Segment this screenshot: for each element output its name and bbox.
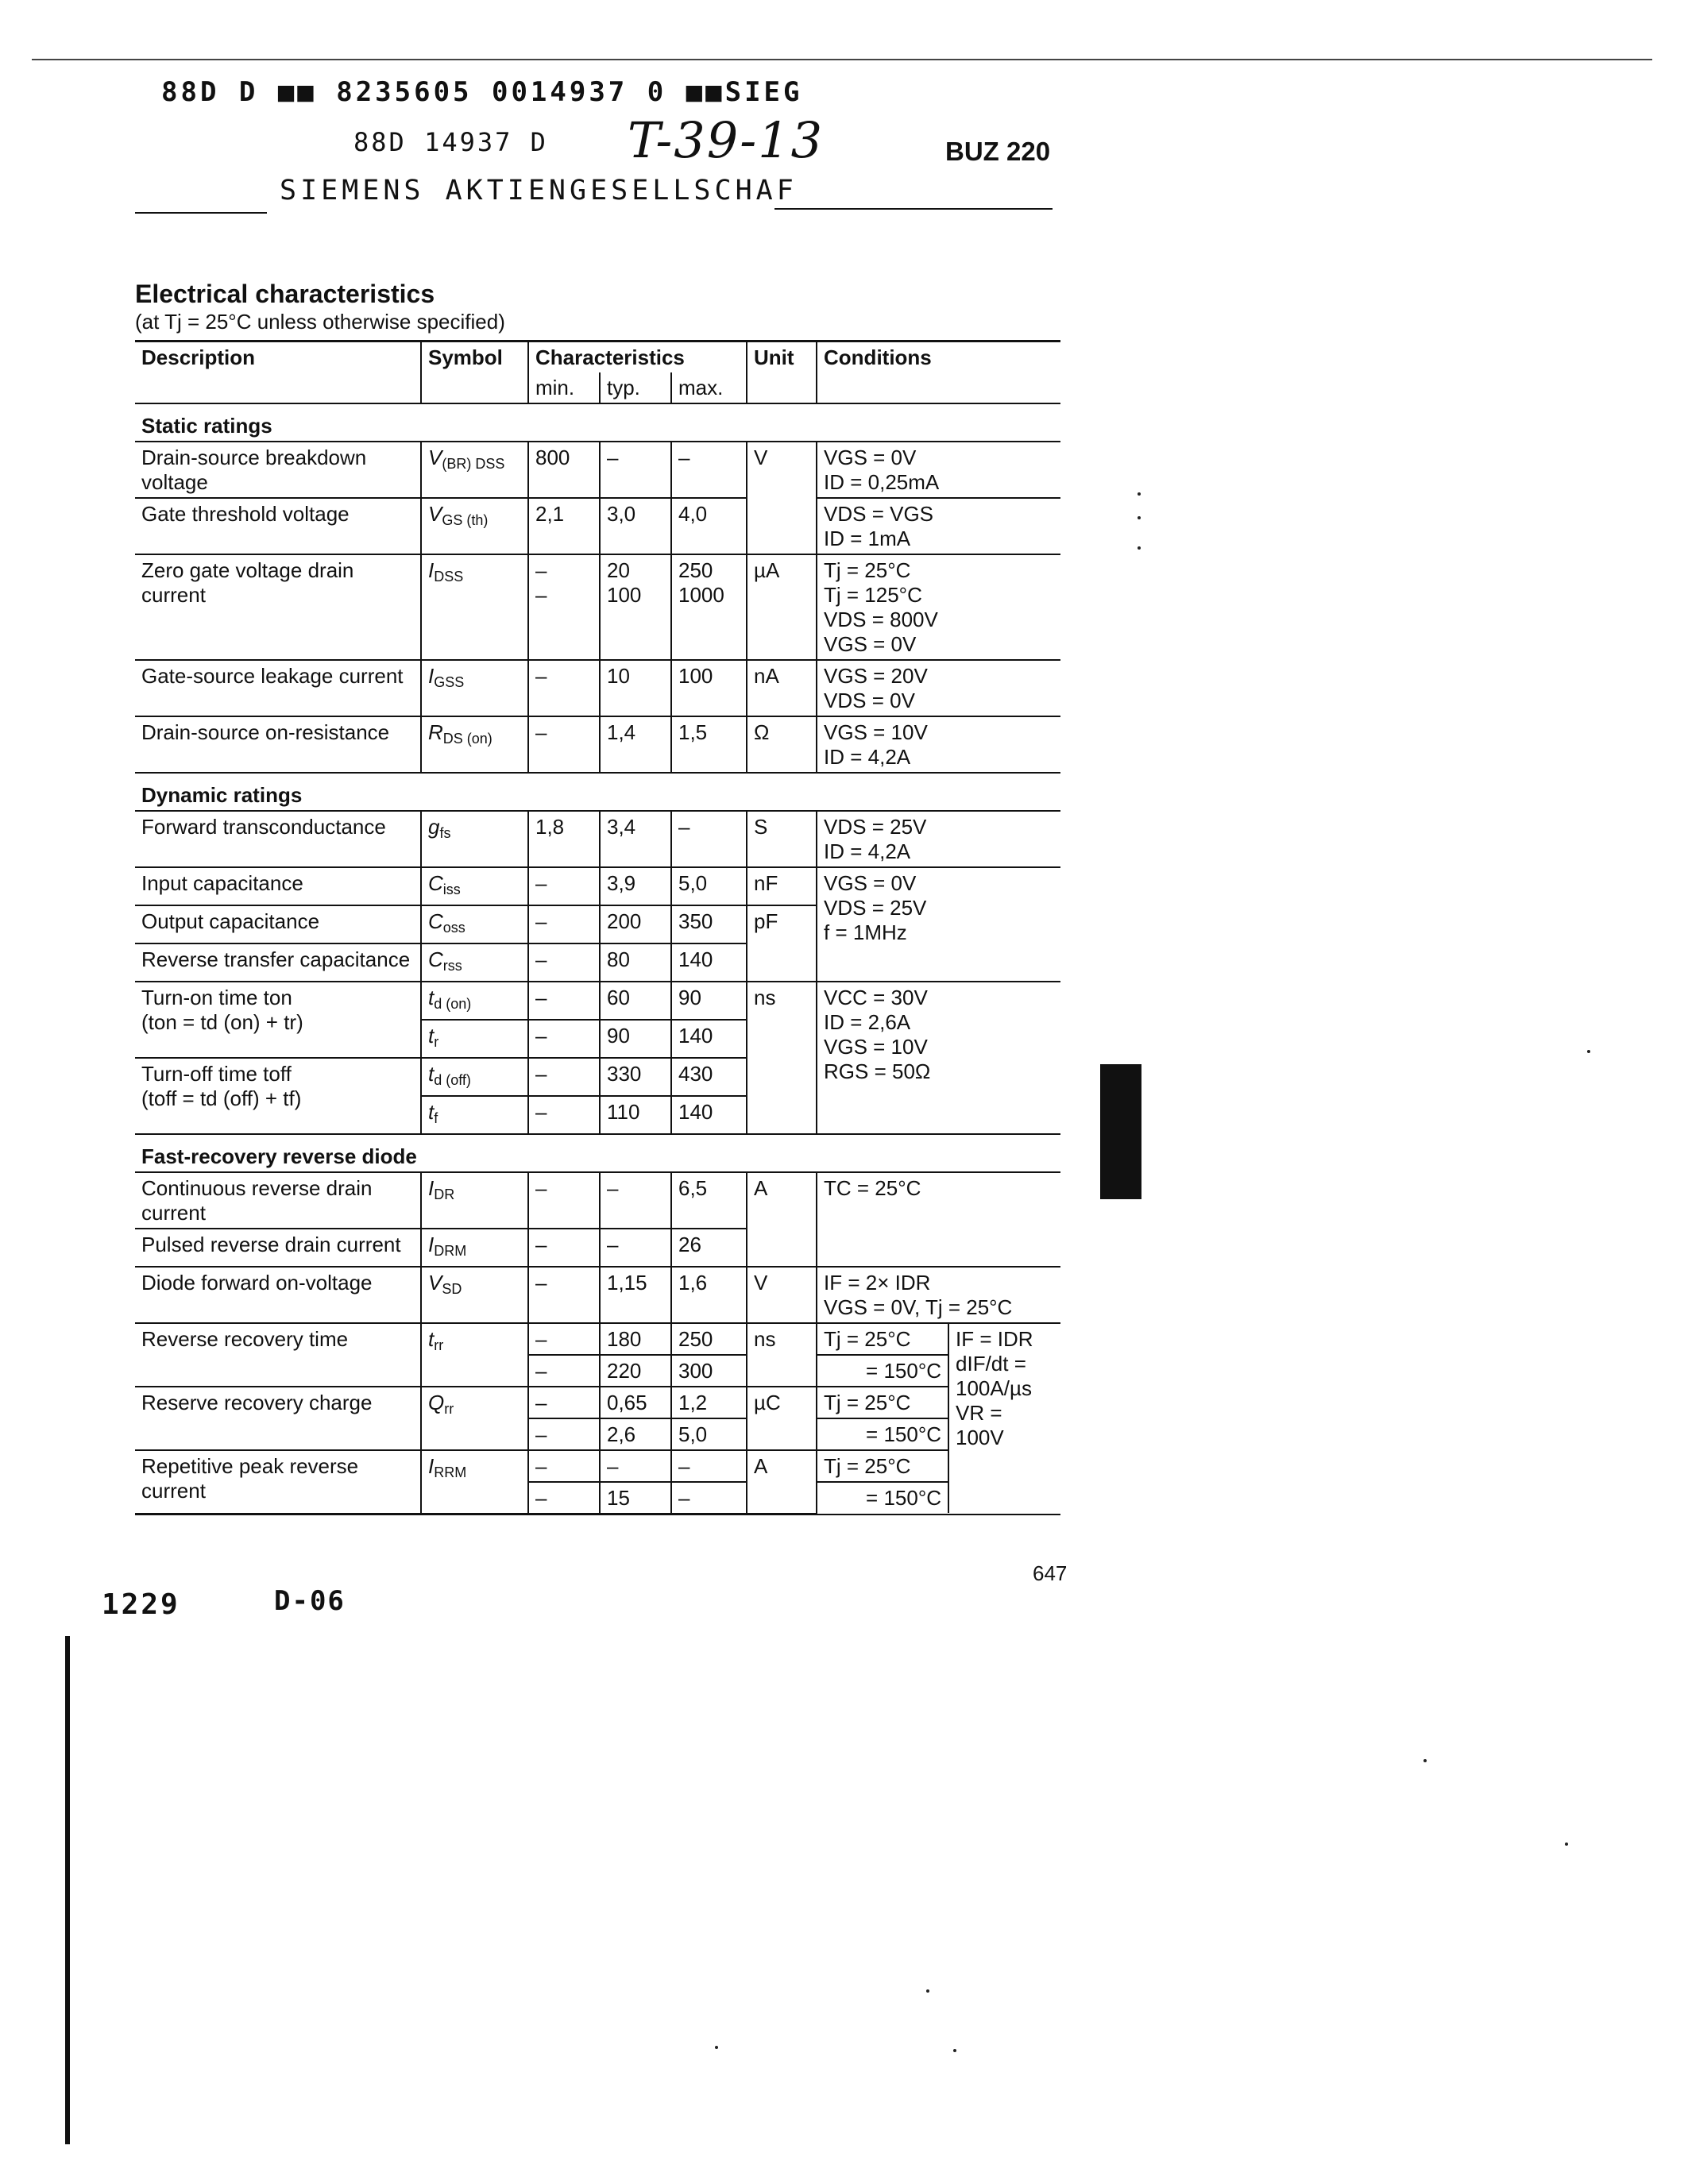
row-max: 6,5	[671, 1172, 747, 1229]
row-max: 1,6	[671, 1267, 747, 1323]
row-symbol: $I_{DRM}$	[421, 1229, 528, 1267]
top-scan-line	[32, 59, 1652, 60]
row-typ: 330	[600, 1058, 671, 1096]
row-typ: –	[600, 1229, 671, 1267]
header-symbol: Symbol	[421, 341, 528, 404]
row-conditions: VGS = 0V ID = 0,25mA	[817, 442, 1060, 498]
table-row	[135, 1267, 1060, 1323]
row-max: –	[671, 811, 747, 867]
row-description: Repetitive peak reverse current	[135, 1450, 421, 1515]
row-conditions: Tj = 25°C Tj = 125°C VDS = 800V VGS = 0V	[817, 554, 1060, 660]
scan-speck	[1138, 492, 1141, 496]
header-min: min.	[528, 372, 600, 403]
row-typ: 180	[600, 1323, 671, 1355]
row-min: –	[528, 1418, 600, 1450]
row-typ: 110	[600, 1096, 671, 1134]
row-max: 140	[671, 1020, 747, 1058]
row-min: – –	[528, 554, 600, 660]
row-description: Turn-on time ton (ton = td (on) + tr)	[135, 982, 421, 1058]
scan-speck	[1565, 1843, 1568, 1846]
row-max: 5,0	[671, 1418, 747, 1450]
row-unit: A	[747, 1450, 817, 1515]
table-row	[135, 554, 1060, 660]
row-min: 1,8	[528, 811, 600, 867]
row-description: Gate threshold voltage	[135, 498, 421, 554]
row-unit: nA	[747, 660, 817, 716]
section-subtitle: (at Tj = 25°C unless otherwise specified)	[135, 310, 505, 334]
row-symbol: $t_{rr}$	[421, 1323, 528, 1387]
table-row	[135, 867, 1060, 905]
row-min: –	[528, 1450, 600, 1482]
company-rule-left	[135, 212, 267, 214]
row-min: –	[528, 867, 600, 905]
footer-code-1: 1229	[102, 1588, 180, 1621]
row-max: 1,2	[671, 1387, 747, 1418]
page-number: 647	[1033, 1561, 1068, 1585]
row-typ: 3,4	[600, 811, 671, 867]
row-description: Reverse transfer capacitance	[135, 943, 421, 982]
table-row	[135, 1323, 1060, 1355]
page-edge-tab	[1100, 1064, 1141, 1199]
table-row	[135, 982, 1060, 1020]
scan-edge-line	[65, 1636, 70, 2144]
row-max: 430	[671, 1058, 747, 1096]
row-symbol: $Q_{rr}$	[421, 1387, 528, 1450]
table-row	[135, 716, 1060, 773]
header-characteristics: Characteristics	[528, 341, 747, 373]
row-max: –	[671, 1450, 747, 1482]
scan-speck	[1138, 546, 1141, 550]
row-max: 250 1000	[671, 554, 747, 660]
row-unit: Ω	[747, 716, 817, 773]
table-row	[135, 498, 1060, 554]
row-unit: A	[747, 1172, 817, 1267]
handwritten-note: T-39-13	[628, 111, 825, 169]
cond-tj-150: = 150°C	[817, 1418, 948, 1450]
scan-speck	[1138, 516, 1141, 519]
row-typ: 60	[600, 982, 671, 1020]
row-min: –	[528, 716, 600, 773]
row-symbol: $t_{d (off)}$	[421, 1058, 528, 1096]
table-row	[135, 1172, 1060, 1229]
row-min: –	[528, 905, 600, 943]
row-max: 90	[671, 982, 747, 1020]
row-max: 26	[671, 1229, 747, 1267]
row-max: –	[671, 1482, 747, 1515]
header-typ: typ.	[600, 372, 671, 403]
table-row	[135, 442, 1060, 498]
row-description: Gate-source leakage current	[135, 660, 421, 716]
row-max: 1,5	[671, 716, 747, 773]
row-description: Drain-source breakdown voltage	[135, 442, 421, 498]
row-symbol: $I_{GSS}$	[421, 660, 528, 716]
row-min: –	[528, 982, 600, 1020]
scan-speck	[926, 1989, 929, 1993]
header-description: Description	[135, 341, 421, 404]
cond-tj-150: = 150°C	[866, 1486, 942, 1510]
row-symbol: $t_{d (on)}$	[421, 982, 528, 1020]
row-min: –	[528, 660, 600, 716]
row-unit: ns	[747, 982, 817, 1134]
row-unit: S	[747, 811, 817, 867]
cond-tj-150: = 150°C	[817, 1355, 948, 1387]
conditions-subtable	[817, 1324, 1060, 1513]
row-symbol: $g_{fs}$	[421, 811, 528, 867]
row-symbol: $I_{RRM}$	[421, 1450, 528, 1515]
row-symbol: $V_{GS (th)}$	[421, 498, 528, 554]
row-min: –	[528, 1267, 600, 1323]
row-typ: 200	[600, 905, 671, 943]
row-description: Input capacitance	[135, 867, 421, 905]
row-conditions: IF = 2× IDR VGS = 0V, Tj = 25°C	[817, 1267, 1060, 1323]
row-symbol: $t_r$	[421, 1020, 528, 1058]
scan-speck	[1423, 1759, 1427, 1762]
section-title: Electrical characteristics	[135, 280, 435, 308]
row-min: –	[528, 1355, 600, 1387]
row-typ: 1,15	[600, 1267, 671, 1323]
row-unit: V	[747, 442, 817, 554]
row-symbol: $I_{DR}$	[421, 1172, 528, 1229]
header-max: max.	[671, 372, 747, 403]
row-min: –	[528, 1172, 600, 1229]
row-symbol: $V_{SD}$	[421, 1267, 528, 1323]
row-conditions: VGS = 10V ID = 4,2A	[817, 716, 1060, 773]
cond-tj-25: Tj = 25°C	[817, 1450, 948, 1482]
row-min: –	[528, 1096, 600, 1134]
row-typ: 220	[600, 1355, 671, 1387]
row-typ: 2,6	[600, 1418, 671, 1450]
group-diode: Fast-recovery reverse diode	[135, 1134, 1060, 1172]
row-description: Zero gate voltage drain current	[135, 554, 421, 660]
row-conditions: VGS = 0V VDS = 25V f = 1MHz	[817, 867, 1060, 982]
scan-speck	[953, 2049, 956, 2052]
row-unit: µC	[747, 1387, 817, 1450]
row-min: –	[528, 1020, 600, 1058]
row-symbol: $C_{rss}$	[421, 943, 528, 982]
row-max: –	[671, 442, 747, 498]
cond-side-note: IF = IDR dIF/dt = 100A/µs VR = 100V	[948, 1324, 1060, 1513]
row-min: 2,1	[528, 498, 600, 554]
row-min: –	[528, 1387, 600, 1418]
cond-tj-25: Tj = 25°C	[817, 1387, 948, 1418]
row-max: 140	[671, 943, 747, 982]
row-symbol: $V_{(BR) DSS}$	[421, 442, 528, 498]
row-typ: 1,4	[600, 716, 671, 773]
row-description: Continuous reverse drain current	[135, 1172, 421, 1229]
row-min: –	[528, 943, 600, 982]
row-unit: µA	[747, 554, 817, 660]
header-conditions: Conditions	[817, 341, 1060, 404]
company-name: SIEMENS AKTIENGESELLSCHAF	[280, 175, 798, 206]
row-max: 300	[671, 1355, 747, 1387]
row-description: Pulsed reverse drain current	[135, 1229, 421, 1267]
row-max: 100	[671, 660, 747, 716]
row-min: –	[528, 1323, 600, 1355]
row-conditions: TC = 25°C	[817, 1172, 1060, 1267]
row-conditions: VCC = 30V ID = 2,6A VGS = 10V RGS = 50Ω	[817, 982, 1060, 1134]
row-max: 140	[671, 1096, 747, 1134]
row-description: Reserve recovery charge	[135, 1387, 421, 1450]
row-description: Output capacitance	[135, 905, 421, 943]
row-min: –	[528, 1229, 600, 1267]
row-typ: 0,65	[600, 1387, 671, 1418]
row-typ: 80	[600, 943, 671, 982]
row-max: 5,0	[671, 867, 747, 905]
row-typ: 90	[600, 1020, 671, 1058]
header-code-line-2: 88D 14937 D	[353, 127, 548, 157]
row-max: 250	[671, 1323, 747, 1355]
row-unit: pF	[747, 905, 817, 982]
row-min: –	[528, 1482, 600, 1515]
row-min: –	[528, 1058, 600, 1096]
row-description: Forward transconductance	[135, 811, 421, 867]
company-rule-right	[774, 208, 1053, 210]
row-max: 4,0	[671, 498, 747, 554]
row-description: Turn-off time toff (toff = td (off) + tf)	[135, 1058, 421, 1134]
table-row	[135, 811, 1060, 867]
row-conditions: VGS = 20V VDS = 0V	[817, 660, 1060, 716]
group-dynamic: Dynamic ratings	[135, 773, 1060, 811]
row-typ: –	[600, 1450, 671, 1482]
reverse-recovery-conditions	[817, 1323, 1060, 1515]
row-min: 800	[528, 442, 600, 498]
row-typ: 15	[600, 1482, 671, 1515]
row-typ: 10	[600, 660, 671, 716]
row-typ: 3,9	[600, 867, 671, 905]
row-symbol: $C_{iss}$	[421, 867, 528, 905]
part-number: BUZ 220	[945, 137, 1051, 166]
row-typ: 20 100	[600, 554, 671, 660]
table-row	[135, 660, 1060, 716]
row-typ: 3,0	[600, 498, 671, 554]
footer-code-2: D-06	[274, 1585, 346, 1617]
row-max: 350	[671, 905, 747, 943]
row-symbol: $t_f$	[421, 1096, 528, 1134]
row-unit: ns	[747, 1323, 817, 1387]
row-unit: nF	[747, 867, 817, 905]
row-unit: V	[747, 1267, 817, 1323]
group-static: Static ratings	[135, 403, 1060, 442]
row-conditions: VDS = 25V ID = 4,2A	[817, 811, 1060, 867]
row-symbol: $R_{DS (on)}$	[421, 716, 528, 773]
row-description: Reverse recovery time	[135, 1323, 421, 1387]
row-symbol: $I_{DSS}$	[421, 554, 528, 660]
row-symbol: $C_{oss}$	[421, 905, 528, 943]
header-unit: Unit	[747, 341, 817, 404]
row-typ: –	[600, 1172, 671, 1229]
row-description: Diode forward on-voltage	[135, 1267, 421, 1323]
scan-speck	[715, 2046, 718, 2049]
row-description: Drain-source on-resistance	[135, 716, 421, 773]
header-code-line-1: 88D D ■■ 8235605 0014937 0 ■■SIEG	[161, 76, 803, 108]
table-header-row	[135, 341, 1060, 373]
electrical-characteristics-table	[135, 340, 1060, 1515]
scan-speck	[1587, 1050, 1590, 1053]
row-typ: –	[600, 442, 671, 498]
row-conditions: VDS = VGS ID = 1mA	[817, 498, 1060, 554]
cond-tj-25: Tj = 25°C	[817, 1324, 948, 1355]
